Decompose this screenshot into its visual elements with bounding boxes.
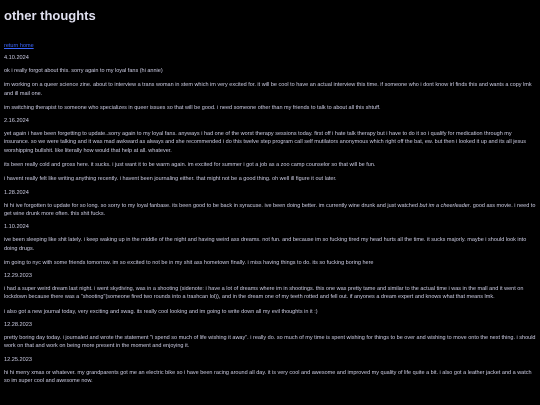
entry-2024-01-28 xyxy=(4,190,536,219)
entry-date: 12.28.2023 xyxy=(4,322,32,329)
entry-paragraph: hi hi merry xmas or whatever. my grandparents got me an electric bike so i have been racing around all day. it is very cool and awesome and improved my quality of life quite a bit. i also got a leather jacket and a watch so im super cool and awesome now. xyxy=(4,369,532,384)
movie-title: but im a cheerleader xyxy=(419,202,470,209)
entry-date: 12.29.2023 xyxy=(4,273,32,280)
entry-paragraph: i also got a new journal today, very exciting and swag. its really cool looking and im going to write down all my evil thoughts in it :) xyxy=(4,308,318,315)
entry-date: 4.10.2024 xyxy=(4,55,29,61)
entry-paragraph: ok i really forgot about this. sorry again to my loyal fans (hi annie) xyxy=(4,68,163,74)
return-home-link[interactable]: return home xyxy=(4,43,34,49)
entry-paragraph: i havent really felt like writing anything recently. i havent been journaling either. that might not be a good thing. oh well ill figure it out later. xyxy=(4,176,337,183)
entry-paragraph: yet again i have been forgetting to update..sorry again to my loyal fans. anyways i had one of the worst therapy sessions today. first off i hate talk therapy but i have to do it so i qualify for medication through my insurance. so we were talking and it was mad awkward as always and she recommended i do this twelve step program call self mutilators anonymous which right off the bat, ew. but then i looked it up and its all jesus worshipping bullshit. like literally how would that help at all. whatever. xyxy=(4,131,527,154)
entry-paragraph: im working on a queer science zine. about to interview a trans woman in stem which im very excited for. it will be cool to have an actual interview this time. if someone who i dont know irl finds this and wants a copy lmk and ill mail one. xyxy=(4,82,532,97)
entry-date: 2.16.2024 xyxy=(4,118,29,125)
entry-date: 1.28.2024 xyxy=(4,189,29,196)
entry-paragraph: hi hi ive forgotten to update for so long. so sorry to my loyal fanbase. its been good to be back in syracuse. ive been doing better. im currently wine drunk and just watched but im a cheerleader. good ass movie. i need to get wine drunk more often. this shit fucks. xyxy=(4,202,536,217)
entry-2024-02-16 xyxy=(4,118,536,183)
entry-2024-01-10 xyxy=(4,224,536,267)
entry-paragraph: ive been sleeping like shit lately. i keep waking up in the middle of the night and having weird ass dreams. not fun. and because im so fucking tired my head hurts all the time. it sucks majorly. maybe i should look into doing drugs. xyxy=(4,237,527,252)
entry-2024-04-10 xyxy=(4,55,536,112)
entry-paragraph: i had a super weird dream last night. i went skydiving, was in a shooting (sidenote: i have a lot of dreams where im in shootings. this one was pretty tame and similar to the actual time i was in the mall and it went on lockdown because there was a "shooting"(someone fired two rounds into a trashcan lol)), and in the dream one of my teeth rotted and fell out. if anyones a dream expert and knows what that means lmk. xyxy=(4,286,524,301)
entry-date: 1.10.2024 xyxy=(4,224,29,231)
entry-date: 12.25.2023 xyxy=(4,356,32,363)
entry-2023-12-29 xyxy=(4,273,536,316)
entry-2023-12-28 xyxy=(4,322,536,351)
page-title: other thoughts xyxy=(4,8,96,23)
entry-paragraph: im switching therapist to someone who specializes in queer issues so that will be good. i need someone other than my friends to talk to about all this shtuff. xyxy=(4,104,381,111)
entry-paragraph: im going to nyc with some friends tomorrow. im so excited to not be in my shit ass hometown finally. i miss having things to do. its so fucking boring here xyxy=(4,259,374,266)
entry-paragraph: pretty boring day today. i journaled and wrote the statement "i spend so much of life wishing it away". i really do. so much of my time is spent wishing for things to be over and wishing to move onto the next thing. i should work on that and work on being more present in the moment and enjoying it. xyxy=(4,335,536,350)
entry-2023-12-25 xyxy=(4,357,536,386)
entry-paragraph: its been really cold and gross here. it sucks. i just want it to be warm again. im excited for summer i got a job as a zoo camp counselor so that will be fun. xyxy=(4,162,376,169)
